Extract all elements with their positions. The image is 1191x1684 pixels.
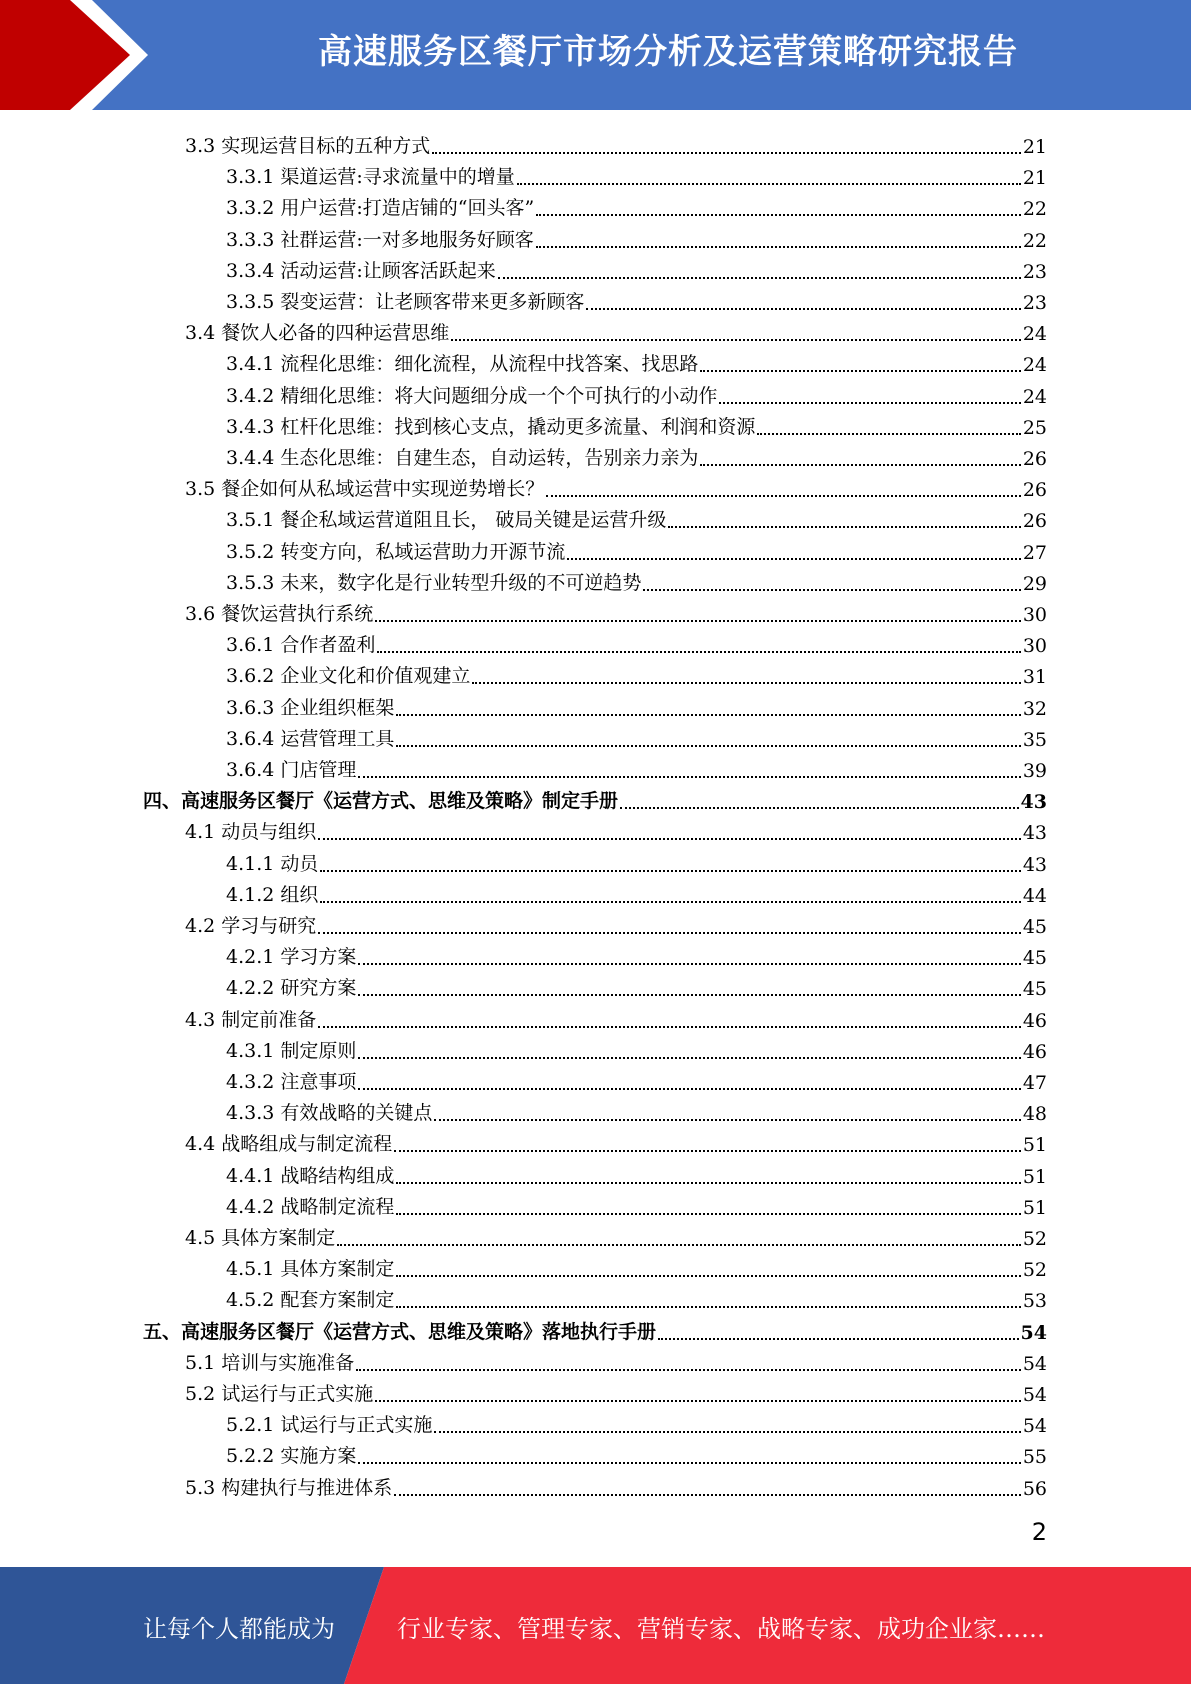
- toc-leader-dots: [396, 1306, 1020, 1308]
- toc-entry-page: 26: [1022, 510, 1047, 533]
- page-number: 2: [1031, 1518, 1047, 1546]
- toc-entry-page: 30: [1022, 635, 1047, 658]
- toc-entry-label: 3.4 餐饮人必备的四种运营思维: [185, 322, 450, 345]
- toc-entry-page: 35: [1022, 728, 1047, 751]
- toc-entry-page: 47: [1022, 1072, 1047, 1094]
- toc-entry-label: 4.2 学习与研究: [185, 915, 317, 937]
- toc-entry[interactable]: [226, 533, 1047, 564]
- toc-entry-label: 5.2 试运行与正式实施: [185, 1383, 374, 1405]
- toc-entry-label: 五、高速服务区餐厅《运营方式、思维及策略》落地执行手册: [143, 1320, 657, 1343]
- toc-entry-label: 3.4.2 精细化思维：将大问题细分成一个个可执行的小动作: [226, 384, 718, 407]
- toc-entry-label: 3.6.2 企业文化和价值观建立: [226, 665, 471, 688]
- toc-leader-dots: [434, 1431, 1020, 1433]
- toc-leader-dots: [375, 1400, 1021, 1402]
- toc-entry-label: 5.1 培训与实施准备: [185, 1351, 355, 1374]
- toc-entry-page: 24: [1022, 323, 1047, 346]
- toc-entry[interactable]: [185, 1375, 1047, 1406]
- toc-entry-page: 39: [1022, 760, 1047, 782]
- toc-leader-dots: [643, 589, 1020, 591]
- toc-entry-page: 23: [1022, 260, 1047, 283]
- toc-entry-page: 22: [1022, 198, 1047, 221]
- toc-entry[interactable]: [226, 439, 1047, 470]
- toc-entry[interactable]: [226, 158, 1047, 189]
- toc-entry[interactable]: [143, 1313, 1047, 1344]
- toc-entry-page: 46: [1022, 1040, 1047, 1063]
- toc-entry-label: 4.1 动员与组织: [185, 821, 317, 844]
- toc-entry-page: 54: [1022, 1352, 1047, 1375]
- toc-entry-page: 24: [1022, 354, 1047, 377]
- toc-entry[interactable]: [226, 1437, 1047, 1468]
- toc-leader-dots: [358, 776, 1020, 778]
- toc-entry[interactable]: [185, 1219, 1047, 1250]
- toc-leader-dots: [546, 495, 1021, 497]
- toc-entry-page: 53: [1022, 1290, 1047, 1313]
- toc-entry-label: 3.3.1 渠道运营:寻求流量中的增量: [226, 166, 515, 189]
- toc-leader-dots: [356, 1369, 1021, 1371]
- toc-entry-label: 5.2.2 实施方案: [226, 1445, 357, 1468]
- toc-leader-dots: [318, 838, 1021, 840]
- toc-entry[interactable]: [226, 689, 1047, 720]
- toc-entry[interactable]: [226, 1094, 1047, 1125]
- toc-leader-dots: [700, 370, 1020, 372]
- toc-leader-dots: [337, 1244, 1021, 1246]
- toc-entry-label: 4.3.2 注意事项: [226, 1071, 357, 1093]
- footer-slogan-right: 行业专家、管理专家、营销专家、战略专家、成功企业家……: [397, 1615, 1045, 1643]
- toc-entry-label: 3.5.2 转变方向，私域运营助力开源节流: [226, 540, 566, 563]
- toc-entry-label: 3.6.3 企业组织框架: [226, 696, 395, 719]
- toc-entry-page: 24: [1022, 385, 1047, 408]
- toc-leader-dots: [719, 402, 1020, 404]
- toc-entry[interactable]: [185, 1125, 1047, 1156]
- toc-entry[interactable]: [226, 345, 1047, 376]
- toc-leader-dots: [396, 1182, 1020, 1184]
- toc-leader-dots: [375, 620, 1021, 622]
- toc-entry-page: 54: [1022, 1384, 1047, 1406]
- toc-entry-label: 3.4.1 流程化思维：细化流程，从流程中找答案、找思路: [226, 353, 699, 376]
- toc-entry-page: 51: [1022, 1165, 1047, 1188]
- toc-leader-dots: [432, 152, 1021, 154]
- toc-entry-page: 26: [1022, 479, 1047, 502]
- toc-entry-page: 52: [1022, 1228, 1047, 1250]
- toc-entry[interactable]: [226, 1157, 1047, 1188]
- toc-leader-dots: [396, 1213, 1020, 1215]
- toc-entry[interactable]: [226, 751, 1047, 782]
- toc-leader-dots: [668, 526, 1020, 528]
- toc-entry-label: 4.4 战略组成与制定流程: [185, 1133, 393, 1156]
- page-header: [0, 0, 1191, 110]
- toc-entry-page: 54: [1022, 1415, 1047, 1438]
- toc-entry-page: 45: [1022, 916, 1047, 938]
- toc-leader-dots: [358, 1057, 1020, 1059]
- toc-entry-page: 55: [1022, 1446, 1047, 1469]
- toc-entry-page: 52: [1022, 1259, 1047, 1282]
- toc-entry-label: 4.3.3 有效战略的关键点: [226, 1102, 433, 1125]
- toc-leader-dots: [396, 1275, 1020, 1277]
- toc-entry-page: 44: [1022, 884, 1047, 907]
- toc-leader-dots: [620, 807, 1019, 809]
- toc-entry[interactable]: [226, 501, 1047, 532]
- toc-entry[interactable]: [226, 657, 1047, 688]
- toc-leader-dots: [358, 963, 1020, 965]
- toc-leader-dots: [318, 932, 1021, 934]
- toc-leader-dots: [586, 308, 1020, 310]
- toc-entry[interactable]: [185, 127, 1047, 158]
- toc-entry[interactable]: [185, 595, 1047, 626]
- toc-entry-page: 45: [1022, 947, 1047, 970]
- toc-entry-label: 四、高速服务区餐厅《运营方式、思维及策略》制定手册: [143, 790, 619, 813]
- toc-leader-dots: [498, 277, 1021, 279]
- toc-leader-dots: [757, 433, 1020, 435]
- toc-leader-dots: [517, 183, 1021, 185]
- toc-entry-page: 26: [1022, 448, 1047, 470]
- toc-entry[interactable]: [226, 1250, 1047, 1281]
- toc-entry-label: 3.3 实现运营目标的五种方式: [185, 135, 431, 157]
- toc-entry[interactable]: [226, 1188, 1047, 1219]
- toc-entry[interactable]: [226, 1406, 1047, 1437]
- toc-entry[interactable]: [226, 876, 1047, 907]
- toc-entry[interactable]: [143, 782, 1047, 813]
- header-red-arrow: [0, 0, 130, 110]
- toc-entry-label: 3.6.1 合作者盈利: [226, 634, 376, 657]
- report-title: 高速服务区餐厅市场分析及运营策略研究报告: [318, 32, 1018, 72]
- toc-leader-dots: [472, 682, 1020, 684]
- toc-entry-label: 5.3 构建执行与推进体系: [185, 1476, 393, 1499]
- toc-entry-page: 48: [1022, 1103, 1047, 1126]
- footer-slogan-left: 让每个人都能成为: [143, 1615, 335, 1643]
- toc-leader-dots: [396, 714, 1020, 716]
- toc-entry-page: 51: [1022, 1196, 1047, 1219]
- toc-entry-label: 3.3.2 用户运营:打造店铺的“回头客”: [226, 197, 535, 220]
- toc-entry-label: 4.3.1 制定原则: [226, 1039, 357, 1062]
- toc-entry-label: 3.5 餐企如何从私域运营中实现逆势增长？: [185, 478, 545, 501]
- toc-entry[interactable]: [226, 283, 1047, 314]
- toc-entry[interactable]: [226, 845, 1047, 876]
- toc-entry-label: 4.2.1 学习方案: [226, 946, 357, 969]
- toc-entry[interactable]: [226, 252, 1047, 283]
- toc-entry-page: 29: [1022, 572, 1047, 595]
- toc-entry-page: 51: [1022, 1134, 1047, 1157]
- toc-entry[interactable]: [226, 938, 1047, 969]
- toc-entry-label: 5.2.1 试运行与正式实施: [226, 1414, 433, 1437]
- toc-entry[interactable]: [226, 626, 1047, 657]
- toc-entry-label: 4.5.1 具体方案制定: [226, 1258, 395, 1281]
- toc-entry-page: 31: [1022, 666, 1047, 689]
- toc-entry[interactable]: [226, 377, 1047, 408]
- toc-entry[interactable]: [185, 907, 1047, 938]
- toc-leader-dots: [536, 214, 1021, 216]
- toc-entry-label: 3.6 餐饮运营执行系统: [185, 603, 374, 625]
- toc-entry-label: 3.4.3 杠杆化思维：找到核心支点，撬动更多流量、利润和资源: [226, 415, 756, 438]
- toc-entry-label: 3.5.1 餐企私域运营道阻且长， 破局关键是运营升级: [226, 509, 667, 532]
- toc-entry[interactable]: [185, 1469, 1047, 1500]
- toc-entry[interactable]: [226, 1063, 1047, 1094]
- toc-leader-dots: [434, 1119, 1020, 1121]
- toc-entry[interactable]: [226, 408, 1047, 439]
- toc-leader-dots: [394, 1150, 1021, 1152]
- toc-entry-label: 4.4.2 战略制定流程: [226, 1195, 395, 1218]
- toc-entry-label: 3.6.4 门店管理: [226, 759, 357, 781]
- toc-entry-page: 30: [1022, 604, 1047, 626]
- toc-leader-dots: [658, 1338, 1019, 1340]
- toc-entry[interactable]: [226, 969, 1047, 1000]
- toc-entry-label: 3.3.4 活动运营:让顾客活跃起来: [226, 259, 496, 282]
- toc-leader-dots: [536, 246, 1021, 248]
- toc-entry-label: 4.5.2 配套方案制定: [226, 1289, 395, 1312]
- toc-leader-dots: [320, 870, 1020, 872]
- toc-entry[interactable]: [185, 1344, 1047, 1375]
- toc-entry-page: 21: [1022, 136, 1047, 158]
- toc-leader-dots: [700, 464, 1020, 466]
- toc-entry[interactable]: [226, 1281, 1047, 1312]
- toc-entry-page: 27: [1022, 541, 1047, 564]
- toc-entry[interactable]: [226, 189, 1047, 220]
- toc-entry[interactable]: [226, 720, 1047, 751]
- toc-entry[interactable]: [226, 1032, 1047, 1063]
- toc-entry-page: 32: [1022, 697, 1047, 720]
- toc-entry-label: 3.4.4 生态化思维：自建生态，自动运转，告别亲力亲为: [226, 447, 699, 469]
- toc-entry-label: 3.3.5 裂变运营：让老顾客带来更多新顾客: [226, 291, 585, 313]
- toc-leader-dots: [451, 339, 1021, 341]
- toc-entry-label: 3.3.3 社群运营:一对多地服务好顾客: [226, 228, 534, 251]
- toc-leader-dots: [358, 1462, 1020, 1464]
- toc-entry-page: 43: [1022, 822, 1047, 845]
- toc-leader-dots: [377, 651, 1020, 653]
- toc-leader-dots: [320, 901, 1020, 903]
- toc-entry[interactable]: [185, 314, 1047, 345]
- toc-entry-label: 4.3 制定前准备: [185, 1008, 317, 1031]
- toc-entry-page: 43: [1020, 791, 1047, 814]
- toc-entry[interactable]: [185, 470, 1047, 501]
- toc-entry-label: 4.4.1 战略结构组成: [226, 1164, 395, 1187]
- toc-entry-label: 4.2.2 研究方案: [226, 977, 357, 1000]
- toc-entry-page: 46: [1022, 1009, 1047, 1032]
- toc-entry-label: 3.5.3 未来，数字化是行业转型升级的不可逆趋势: [226, 571, 642, 594]
- toc-entry-page: 54: [1020, 1321, 1047, 1344]
- toc-entry[interactable]: [185, 1001, 1047, 1032]
- toc-entry-label: 4.1.1 动员: [226, 852, 319, 875]
- toc-leader-dots: [396, 745, 1020, 747]
- toc-entry-label: 4.1.2 组织: [226, 883, 319, 906]
- toc-leader-dots: [358, 1088, 1020, 1090]
- toc-entry-page: 22: [1022, 229, 1047, 252]
- toc-entry-page: 45: [1022, 978, 1047, 1001]
- toc-leader-dots: [394, 1494, 1021, 1496]
- page-footer: [0, 1567, 1191, 1684]
- toc-leader-dots: [318, 1026, 1021, 1028]
- toc-entry[interactable]: [226, 564, 1047, 595]
- toc-entry-page: 43: [1022, 853, 1047, 876]
- toc-entry-page: 25: [1022, 416, 1047, 439]
- toc-leader-dots: [567, 558, 1020, 560]
- toc-entry[interactable]: [185, 813, 1047, 844]
- toc-entry-label: 3.6.4 运营管理工具: [226, 727, 395, 750]
- toc-entry-page: 23: [1022, 292, 1047, 314]
- toc-leader-dots: [358, 994, 1020, 996]
- toc-entry-label: 4.5 具体方案制定: [185, 1227, 336, 1249]
- toc-entry-page: 56: [1022, 1477, 1047, 1500]
- toc-entry[interactable]: [226, 221, 1047, 252]
- toc-entry-page: 21: [1022, 167, 1047, 190]
